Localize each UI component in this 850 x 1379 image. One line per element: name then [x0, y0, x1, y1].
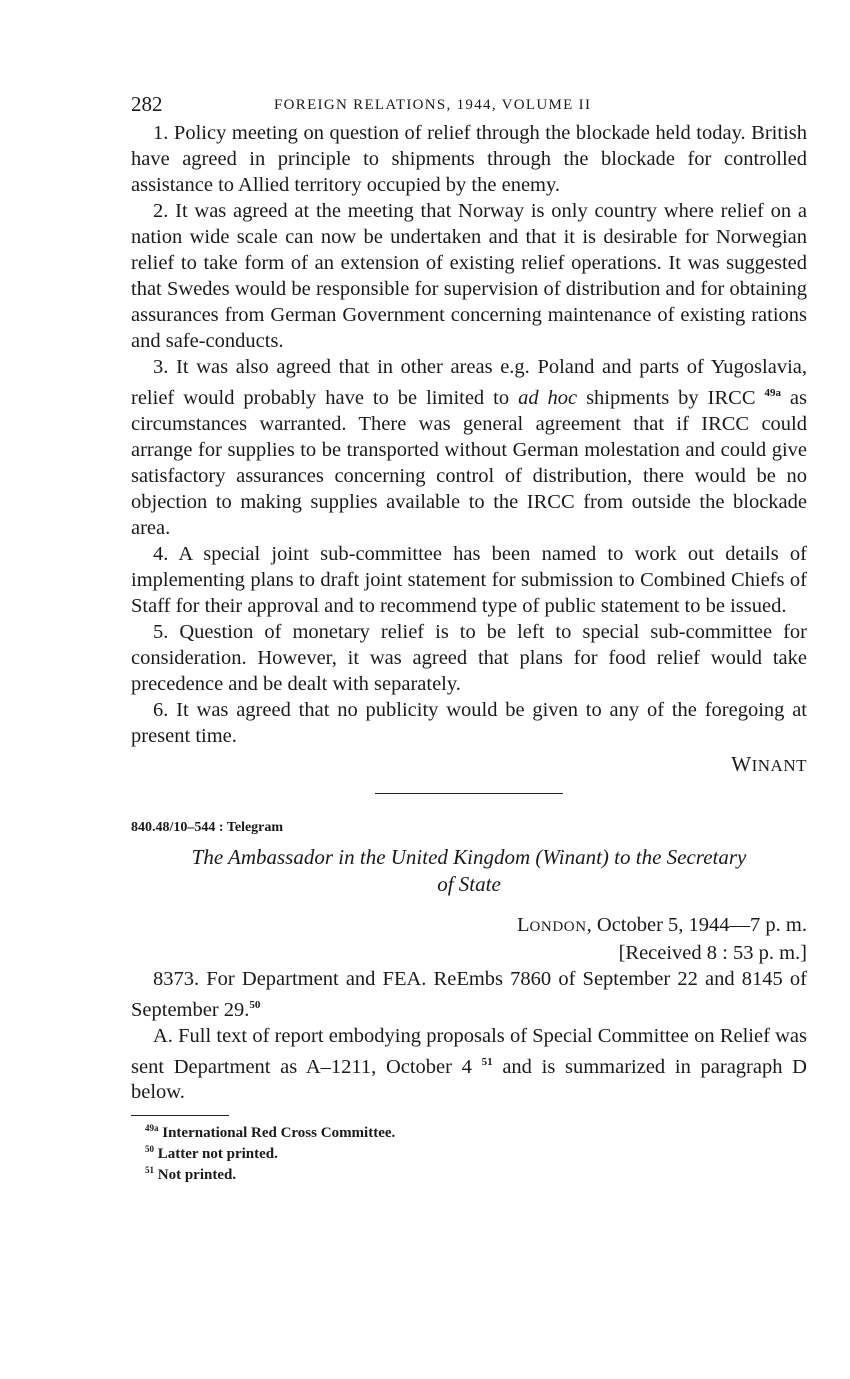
document-title-line-1: The Ambassador in the United Kingdom (Winant) to the Secretary: [191, 844, 747, 869]
telegram-paragraph-1-text: 8373. For Department and FEA. ReEmbs 7860 of September 22 and 8145 of September 29.: [131, 967, 807, 1021]
file-reference: 840.48/10–544 : Telegram: [131, 819, 284, 835]
footnote-ref-49a: 49a: [764, 387, 781, 399]
paragraph-3-text-b: shipments by IRCC: [577, 386, 756, 409]
document-page: [131, 88, 807, 1183]
paragraph-6: 6. It was agreed that no publicity would be given to any of the foregoing at present time.: [131, 698, 807, 747]
telegram-paragraph-1: [131, 966, 807, 1023]
footnote: [145, 1141, 807, 1162]
signature: [131, 753, 807, 777]
page-number: 282: [131, 92, 163, 116]
place-and-date: [131, 912, 807, 940]
footnote-ref-50: 50: [249, 998, 261, 1011]
footnote: [145, 1120, 807, 1141]
document-title: [131, 844, 807, 898]
section-divider: [375, 793, 563, 794]
place-rest: ONDON: [529, 918, 587, 935]
telegram-paragraph-2-text-a: A. Full text of report embodying proposals of Special Committee on Relief was sent Department as A–1211, October 4: [131, 1024, 807, 1078]
footnote-mark: 50: [145, 1144, 154, 1155]
footnote-text: Not printed.: [154, 1167, 237, 1184]
telegram-paragraph-2-text-b: and is summarized in paragraph D below.: [131, 1055, 807, 1104]
footnote-ref-51: 51: [481, 1055, 493, 1068]
dateline: [131, 912, 807, 966]
paragraph-1: 1. Policy meeting on question of relief through the blockade held today. British have agreed in principle to shipments through the blockade for controlled assistance to Allied territory occupied by the enemy.: [131, 122, 807, 196]
footnote-divider: [131, 1115, 229, 1116]
paragraph-4: 4. A special joint sub-committee has been named to work out details of implementing plans to draft joint statement for submission to Combined Chiefs of Staff for their approval and to recommend type of public statement to be issued.: [131, 542, 807, 617]
paragraph-2: 2. It was agreed at the meeting that Norway is only country where relief on a nation wide scale can now be undertaken and that it is desirable for Norwegian relief to take form of an extension of existing relief operations. It was suggested that Swedes would be responsible for supervision of distribution and for obtaining assurances from German Government concerning maintenance of existing rations and safe-conducts.: [131, 200, 807, 352]
paragraph-3-italic: ad hoc: [518, 386, 578, 409]
paragraph-3-text-a: 3. It was also agreed that in other areas e.g. Poland and parts of Yugoslavia, relief would probably have to be limited to: [131, 356, 807, 409]
paragraph-5: 5. Question of monetary relief is to be left to special sub-committee for consideration. However, it was agreed that plans for food relief would take precedence and be dealt with separately.: [131, 620, 807, 695]
footnote-text: Latter not printed.: [154, 1146, 278, 1163]
running-header: [131, 88, 807, 120]
signature-rest: INANT: [751, 755, 807, 775]
document-title-line-2: of State: [437, 871, 501, 896]
running-title: FOREIGN RELATIONS, 1944, VOLUME II: [274, 97, 592, 113]
received-time: [Received 8 : 53 p. m.]: [618, 941, 807, 964]
date-text: , October 5, 1944—7 p. m.: [586, 913, 807, 936]
footnote-mark: 51: [145, 1165, 154, 1176]
footnote-text: International Red Cross Committee.: [158, 1125, 396, 1142]
paragraph-3-text-c: as circumstances warranted. There was general agreement that if IRCC could arrange for supplies to be transported without German molestation and could give satisfactory assurances concerning control of distribution, there would be no objection to making supplies available to the IRCC from outside the blockade area.: [131, 386, 808, 539]
telegram-paragraph-2: [131, 1023, 807, 1106]
footnote: [145, 1162, 807, 1183]
footnote-mark: 49a: [145, 1123, 159, 1134]
signature-initial: W: [731, 751, 752, 776]
place-initial: L: [516, 913, 530, 936]
paragraph-3: [131, 354, 807, 541]
